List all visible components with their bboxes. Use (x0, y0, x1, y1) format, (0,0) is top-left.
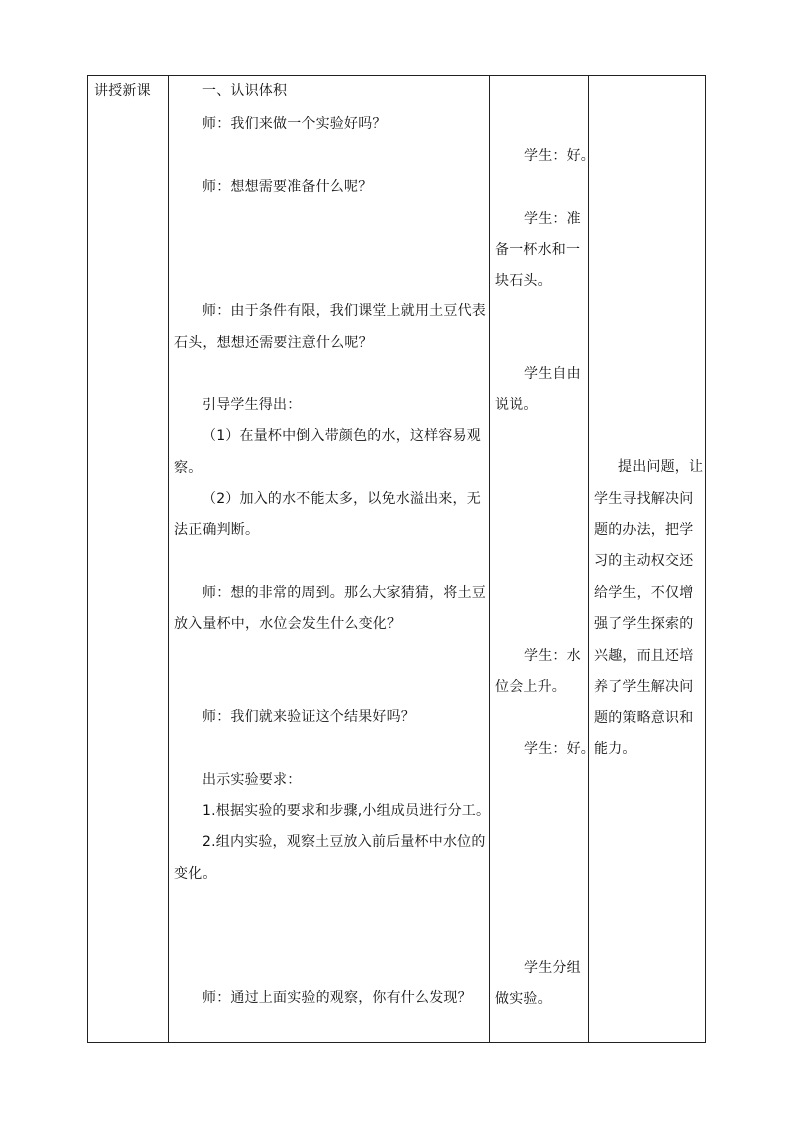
lesson-table (87, 75, 706, 1043)
column-divider (168, 76, 169, 1042)
teacher-line: 2.组内实验，观察土豆放入前后量杯中水位的 (202, 834, 486, 850)
student-line: 位会上升。 (495, 679, 566, 695)
design-note-line: 给学生，不仅增 (594, 585, 694, 601)
design-note-line: 题的办法，把学 (594, 522, 694, 538)
teacher-line: （2）加入的水不能太多，以免水溢出来，无 (202, 491, 481, 507)
student-line: 学生：好。 (524, 741, 595, 757)
student-line: 学生：准 (524, 211, 581, 227)
student-line: 块石头。 (495, 273, 552, 289)
teacher-line: 石头，想想还需要注意什么呢？ (174, 335, 373, 351)
teacher-line: 师：我们就来验证这个结果好吗？ (202, 709, 415, 725)
column-divider (489, 76, 490, 1042)
teacher-line: 察。 (174, 460, 203, 476)
teacher-line: （1）在量杯中倒入带颜色的水，这样容易观 (202, 428, 481, 444)
column-divider (588, 76, 589, 1042)
design-note-line: 强了学生探索的 (594, 616, 694, 632)
teacher-line: 变化。 (174, 866, 217, 882)
teacher-line: 法正确判断。 (174, 522, 260, 538)
design-note-line: 提出问题，让 (618, 459, 704, 475)
teacher-line: 1.根据实验的要求和步骤,小组成员进行分工。 (202, 803, 491, 819)
student-line: 说说。 (495, 397, 538, 413)
design-note-line: 能力。 (594, 741, 637, 757)
student-line: 学生：水 (524, 648, 581, 664)
teacher-line: 引导学生得出： (202, 397, 302, 413)
section-heading: 一、认识体积 (202, 83, 288, 99)
teacher-line: 师：通过上面实验的观察，你有什么发现？ (202, 990, 472, 1006)
teacher-line: 放入量杯中，水位会发生什么变化？ (174, 616, 402, 632)
student-line: 做实验。 (495, 991, 552, 1007)
design-note-line: 习的主动权交还 (594, 553, 694, 569)
student-line: 学生分组 (524, 960, 581, 976)
teacher-line: 师：由于条件有限，我们课堂上就用土豆代表 (202, 303, 486, 319)
teacher-line: 师：想想需要准备什么呢？ (202, 179, 373, 195)
student-line: 备一杯水和一 (495, 242, 581, 258)
teacher-line: 师：想的非常的周到。那么大家猜猜，将土豆 (202, 585, 486, 601)
student-line: 学生自由 (524, 366, 581, 382)
teacher-line: 师：我们来做一个实验好吗？ (202, 116, 387, 132)
teacher-line: 出示实验要求： (202, 772, 302, 788)
row-label: 讲授新课 (94, 83, 151, 99)
design-note-line: 养了学生解决问 (594, 679, 694, 695)
design-note-line: 题的策略意识和 (594, 710, 694, 726)
design-note-line: 兴趣，而且还培 (594, 648, 694, 664)
student-line: 学生：好。 (524, 148, 595, 164)
design-note-line: 学生寻找解决问 (594, 491, 694, 507)
